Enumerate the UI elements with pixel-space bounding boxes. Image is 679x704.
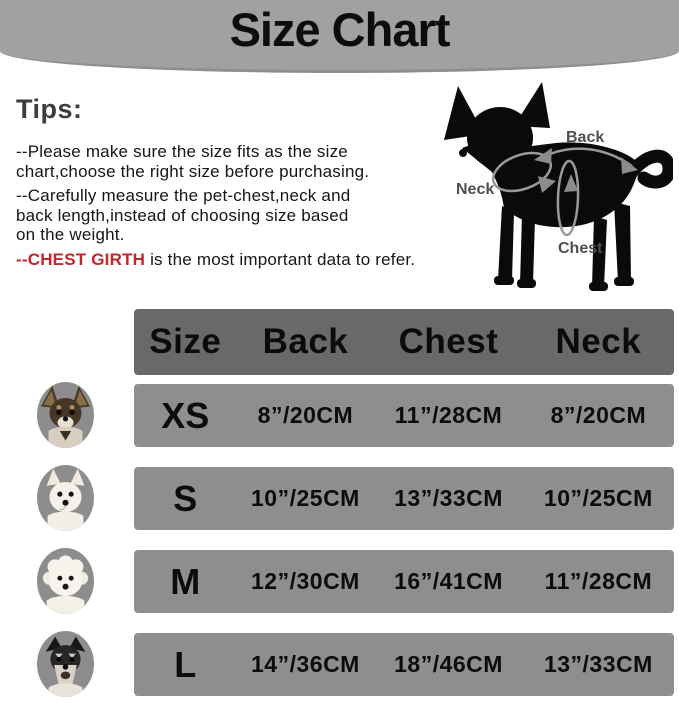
tip-item [16,186,466,245]
table-row-m [134,550,674,613]
chihuahua-photo-icon [37,382,94,448]
size-label: S [173,477,198,519]
chest-value: 13”/33CM [394,485,503,511]
col-header-back: Back [262,322,349,361]
diagram-label-back: Back [566,129,605,146]
dog-photo-west-highland-terrier [37,465,94,531]
tip-line: back length,instead of choosing size based [16,205,349,225]
tips-section [16,94,466,274]
title-banner [0,0,679,73]
dog-measurement-diagram [438,80,673,295]
tip-item-chest-girth [16,250,466,270]
size-label: XS [161,394,210,436]
tip-item [16,142,466,181]
dog-photo-schnauzer [37,631,94,697]
tip-rest-text: is the most important data to refer. [145,249,416,269]
col-header-neck: Neck [555,322,642,361]
neck-value: 8”/20CM [550,402,647,428]
back-value: 8”/20CM [257,402,354,428]
neck-value: 11”/28CM [544,568,653,594]
chest-girth-highlight: --CHEST GIRTH [16,249,146,269]
dog-photo-bichon-frise [37,548,94,614]
bichon-photo-icon [37,548,94,614]
diagram-label-chest: Chest [558,240,603,257]
neck-value: 13”/33CM [543,651,653,677]
tip-line: chart,choose the right size before purchasing. [16,161,370,181]
back-value: 12”/30CM [251,568,360,594]
diagram-label-neck: Neck [456,181,495,198]
tip-line [16,250,466,270]
table-row-l [134,633,674,696]
table-header-row [134,309,674,375]
chihuahua-silhouette-icon [438,80,673,295]
size-label: L [174,643,197,685]
col-header-size: Size [149,322,222,361]
chest-value: 11”/28CM [394,402,503,428]
back-value: 10”/25CM [251,485,360,511]
schnauzer-photo-icon [37,631,94,697]
size-label: M [170,560,201,602]
table-row-s [134,467,674,530]
westie-photo-icon [37,465,94,531]
tip-line: on the weight. [16,225,125,244]
tip-line: --Please make sure the size fits as the size [16,142,348,161]
page-title: Size Chart [229,3,450,56]
tip-line: --Carefully measure the pet-chest,neck and [16,186,351,205]
neck-value: 10”/25CM [543,485,653,511]
table-row-xs [134,384,674,447]
chest-value: 18”/46CM [394,651,503,677]
chest-value: 16”/41CM [394,568,503,594]
size-table [134,309,674,704]
dog-photo-long-haired-chihuahua [37,382,94,448]
tips-heading: Tips: [16,94,83,124]
back-value: 14”/36CM [251,651,360,677]
col-header-chest: Chest [398,322,499,361]
